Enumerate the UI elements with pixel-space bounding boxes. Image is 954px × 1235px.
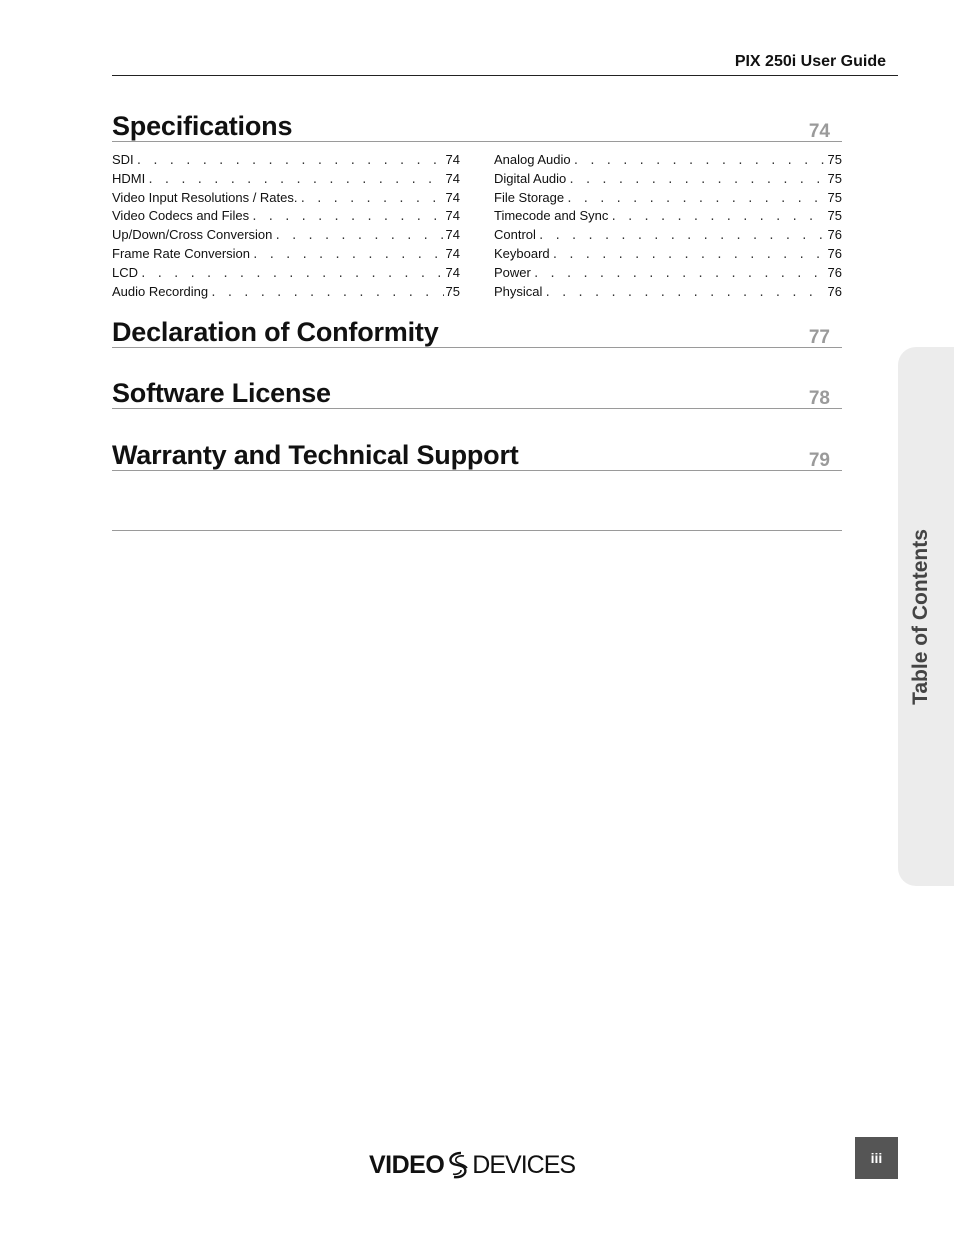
section-title-warranty[interactable]: Warranty and Technical Support <box>112 440 519 470</box>
leader-dots <box>566 190 825 208</box>
leader-dots <box>140 265 444 283</box>
toc-column-left <box>112 151 460 301</box>
toc-entry-label: LCD <box>112 264 139 280</box>
toc-entry-page: 75 <box>827 208 842 224</box>
leader-dots <box>210 284 443 302</box>
section-heading <box>112 374 842 409</box>
toc-entry[interactable] <box>112 151 460 170</box>
toc-entry-page: 75 <box>827 170 842 186</box>
toc-entry-page: 74 <box>445 208 460 224</box>
footer-logo <box>369 1150 575 1180</box>
toc-column-right <box>494 151 842 301</box>
page-number-badge: iii <box>855 1137 898 1179</box>
swirl-logo-icon <box>445 1150 471 1180</box>
toc-entry-label: Video Codecs and Files <box>112 208 250 224</box>
leader-dots <box>251 208 443 226</box>
toc-entry[interactable] <box>112 226 460 245</box>
bottom-rule <box>112 530 842 531</box>
toc-entry[interactable] <box>494 283 842 302</box>
section-page-warranty[interactable]: 79 <box>808 450 830 471</box>
toc-entry-page: 74 <box>445 227 460 243</box>
toc-entry-page: 75 <box>827 189 842 205</box>
section-title-conformity[interactable]: Declaration of Conformity <box>112 317 439 347</box>
toc-entry-label: Up/Down/Cross Conversion <box>112 227 273 243</box>
section-conformity <box>112 313 842 348</box>
leader-dots <box>147 171 443 189</box>
toc-entry[interactable] <box>494 226 842 245</box>
toc-entry-page: 76 <box>827 245 842 261</box>
toc-entry-page: 74 <box>445 170 460 186</box>
toc-entry[interactable] <box>112 207 460 226</box>
section-title-specifications[interactable]: Specifications <box>112 111 293 141</box>
toc-entry-label: File Storage <box>494 189 565 205</box>
section-warranty <box>112 436 842 471</box>
toc-entry[interactable] <box>494 151 842 170</box>
leader-dots <box>538 227 826 245</box>
toc-entry-label: Audio Recording <box>112 283 209 299</box>
section-page-specifications[interactable]: 74 <box>808 121 830 142</box>
toc-entry[interactable] <box>494 189 842 208</box>
logo-text-video: VIDEO <box>369 1150 445 1179</box>
toc-entry-page: 74 <box>445 245 460 261</box>
toc-entry-label: Analog Audio <box>494 152 571 167</box>
side-tab[interactable] <box>898 347 954 886</box>
toc-entry-label: Power <box>494 264 531 280</box>
leader-dots <box>568 171 825 189</box>
toc-entry-label: SDI <box>112 152 134 167</box>
logo-text-devices: DEVICES <box>472 1150 576 1179</box>
header-rule <box>112 75 898 76</box>
toc-entry-label: Video Input Resolutions / Rates. <box>112 189 298 205</box>
toc-entry-label: Physical <box>494 283 543 299</box>
toc-entry-page: 74 <box>445 189 460 205</box>
leader-dots <box>573 152 826 170</box>
toc-entry-page: 75 <box>445 283 460 299</box>
toc-entry-label: Frame Rate Conversion <box>112 245 250 261</box>
toc-entry[interactable] <box>112 264 460 283</box>
section-page-license[interactable]: 78 <box>808 388 830 409</box>
toc-entry-page: 74 <box>445 152 460 167</box>
leader-dots <box>552 246 826 264</box>
leader-dots <box>300 190 444 208</box>
side-tab-label: Table of Contents <box>909 528 932 705</box>
toc-entry[interactable] <box>494 207 842 226</box>
leader-dots <box>252 246 444 264</box>
section-heading <box>112 436 842 471</box>
toc-entry[interactable] <box>112 283 460 302</box>
leader-dots <box>136 152 444 170</box>
toc-entry-page: 74 <box>445 264 460 280</box>
section-license <box>112 374 842 409</box>
section-title-license[interactable]: Software License <box>112 378 331 408</box>
section-page-conformity[interactable]: 77 <box>808 327 830 348</box>
toc-entry-label: Control <box>494 227 536 243</box>
toc-entry[interactable] <box>112 245 460 264</box>
toc-entry-page: 76 <box>827 264 842 280</box>
toc-entry-label: Timecode and Sync <box>494 208 609 224</box>
toc-entries <box>112 151 842 301</box>
toc-entry-label: HDMI <box>112 170 146 186</box>
leader-dots <box>533 265 826 283</box>
header-title: PIX 250i User Guide <box>734 53 886 70</box>
toc-entry[interactable] <box>494 264 842 283</box>
toc-entry[interactable] <box>494 245 842 264</box>
toc-entry-page: 75 <box>827 152 842 167</box>
toc-entry[interactable] <box>112 189 460 208</box>
toc-entry-page: 76 <box>827 283 842 299</box>
toc-entry-label: Keyboard <box>494 245 550 261</box>
section-specifications <box>112 107 842 301</box>
leader-dots <box>544 284 825 302</box>
leader-dots <box>610 208 825 226</box>
toc-entry-page: 76 <box>827 227 842 243</box>
toc-entry[interactable] <box>494 170 842 189</box>
toc-entry[interactable] <box>112 170 460 189</box>
toc-entry-label: Digital Audio <box>494 170 567 186</box>
leader-dots <box>274 227 443 245</box>
section-heading <box>112 107 842 142</box>
section-heading <box>112 313 842 348</box>
